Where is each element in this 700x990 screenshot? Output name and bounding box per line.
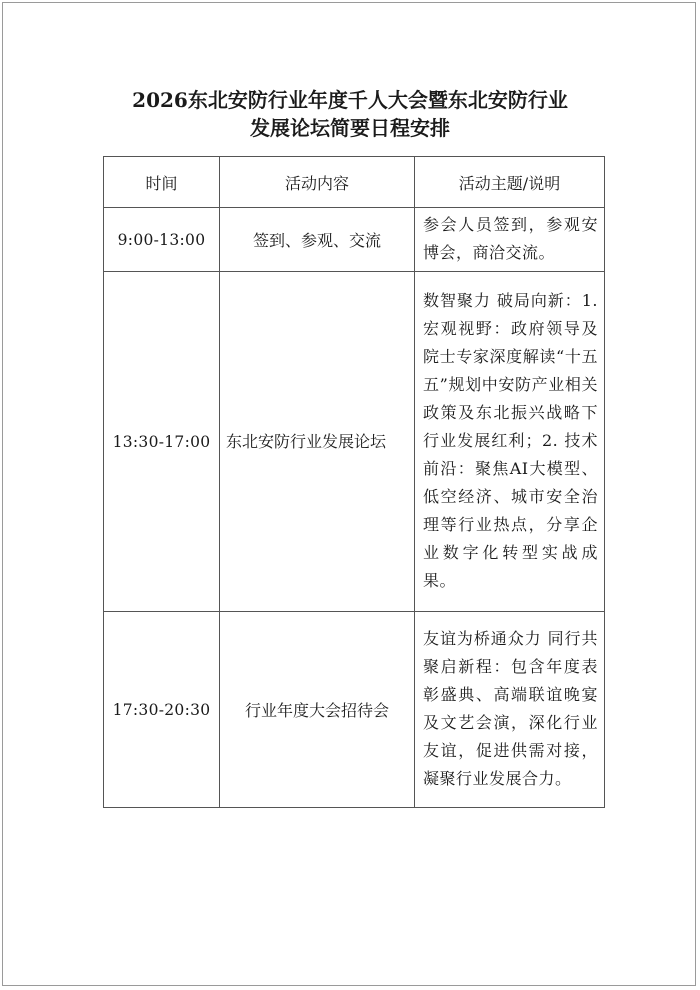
row-theme: 参会人员签到，参观安博会，商洽交流。: [415, 208, 605, 272]
schedule-table: [103, 156, 605, 808]
header-activity: 活动内容: [220, 157, 415, 208]
header-theme: 活动主题/说明: [415, 157, 605, 208]
row-time: 13:30-17:00: [104, 272, 220, 612]
title-line-1: 2026东北安防行业年度千人大会暨东北安防行业: [132, 88, 568, 112]
row-theme: 友谊为桥通众力 同行共聚启新程：包含年度表彰盛典、高端联谊晚宴及文艺会演，深化行业友谊，促进供需对接，凝聚行业发展合力。: [415, 612, 605, 808]
title-line-2: 发展论坛简要日程安排: [250, 116, 450, 140]
row-theme: 数智聚力 破局向新：1. 宏观视野：政府领导及院士专家深度解读“十五五”规划中安防产业相关政策及东北振兴战略下行业发展红利；2. 技术前沿：聚焦AI大模型、低空经济、城市安全治理等行业热点，分享企业数字化转型实战成果。: [415, 272, 605, 612]
table-header-row: [104, 157, 605, 208]
table-row: [104, 208, 605, 272]
table-row: [104, 612, 605, 808]
table-row: [104, 272, 605, 612]
row-time: 17:30-20:30: [104, 612, 220, 808]
row-activity: 签到、参观、交流: [220, 208, 415, 272]
row-activity: 东北安防行业发展论坛: [220, 272, 415, 612]
document-title: [0, 86, 700, 142]
row-time: 9:00-13:00: [104, 208, 220, 272]
row-activity: 行业年度大会招待会: [220, 612, 415, 808]
header-time: 时间: [104, 157, 220, 208]
